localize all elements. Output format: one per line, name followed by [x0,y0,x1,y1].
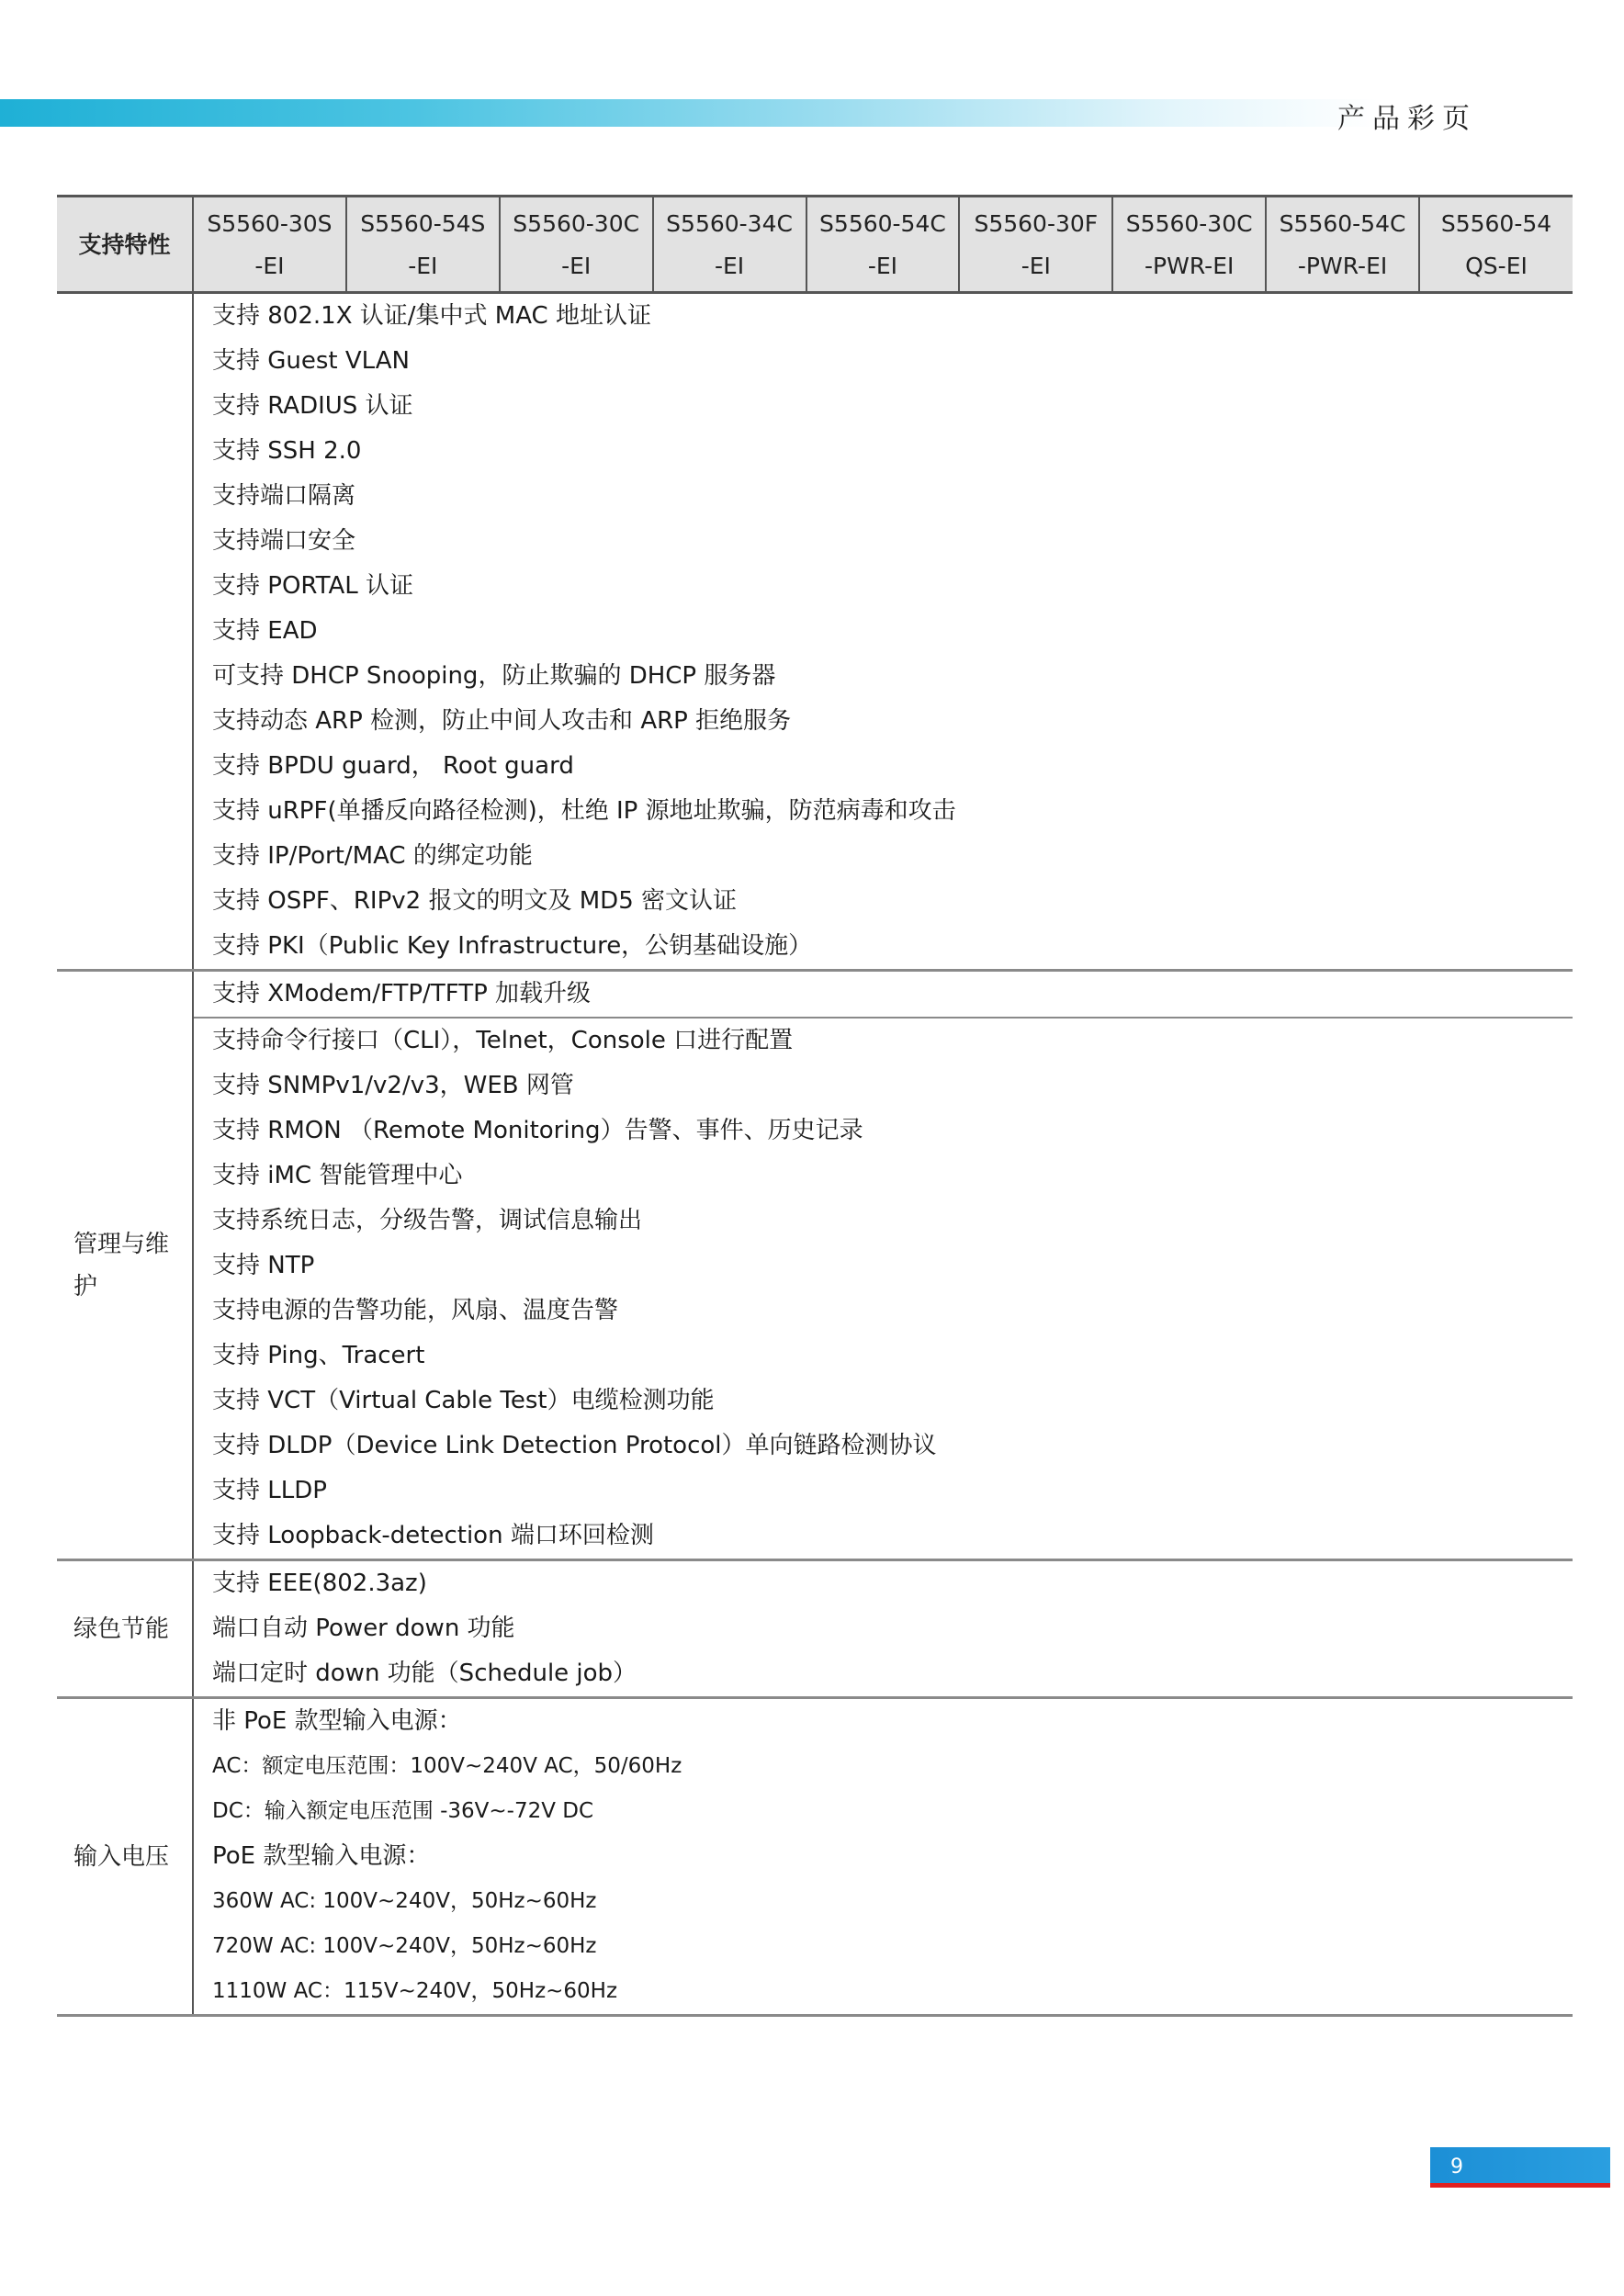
feature-line: 支持 EAD [212,617,318,645]
table-row [57,971,1573,1560]
model-suffix: -PWR-EI [1297,253,1388,279]
feature-line: 支持 RMON （Remote Monitoring）告警、事件、历史记录 [212,1117,863,1144]
category-cell: 管理与维护 [57,971,193,1560]
table-row [57,1698,1573,2016]
feature-line: PoE 款型输入电源： [212,1842,431,1870]
feature-line: 支持 IP/Port/MAC 的绑定功能 [212,842,533,870]
feature-line: 支持动态 ARP 检测，防止中间人攻击和 ARP 拒绝服务 [212,707,792,735]
category-cell: 输入电压 [57,1698,193,2016]
feature-line: 支持系统日志，分级告警，调试信息输出 [212,1207,643,1234]
feature-line: 支持端口隔离 [212,482,356,510]
model-header [806,197,960,293]
model-name: S5560-54S [360,210,486,237]
table-row [57,293,1573,971]
feature-line: 支持 Ping、Tracert [212,1342,425,1369]
feature-line: 支持命令行接口（CLI），Telnet，Console 口进行配置 [212,1027,794,1054]
feature-line: 支持 BPDU guard， Root guard [212,752,574,780]
model-name: S5560-30F [974,210,1099,237]
model-suffix: -PWR-EI [1145,253,1235,279]
feature-line: DC：输入额定电压范围 -36V~-72V DC [212,1799,594,1823]
model-suffix: -EI [1021,253,1051,279]
feature-line: 支持 Guest VLAN [212,347,410,375]
feature-line: 支持 SSH 2.0 [212,437,362,465]
feature-line: 720W AC: 100V~240V，50Hz~60Hz [212,1934,597,1958]
feature-line: 支持 EEE(802.3az) [212,1570,427,1597]
feature-line: 支持 VCT（Virtual Cable Test）电缆检测功能 [212,1387,715,1414]
feature-line: 支持 iMC 智能管理中心 [212,1162,463,1189]
table-row [57,1560,1573,1698]
feature-line: 支持 DLDP（Device Link Detection Protocol）单向链路检测协议 [212,1432,937,1459]
model-header [1112,197,1266,293]
feature-line: 可支持 DHCP Snooping，防止欺骗的 DHCP 服务器 [212,662,776,690]
catalog-title: 产品彩页 [1337,103,1477,135]
model-suffix: -EI [254,253,285,279]
feature-line: 支持 NTP [212,1252,315,1279]
page-number: 9 [1430,2147,1610,2188]
model-suffix: QS-EI [1465,253,1528,279]
feature-line: 1110W AC：115V~240V，50Hz~60Hz [212,1979,618,2003]
feature-line: 支持 PORTAL 认证 [212,572,413,600]
model-name: S5560-30C [513,210,640,237]
feature-line: 支持 SNMPv1/v2/v3，WEB 网管 [212,1072,574,1099]
feature-line: 非 PoE 款型输入电源： [212,1707,462,1735]
model-header [959,197,1112,293]
model-header [193,197,346,293]
feature-header: 支持特性 [57,197,193,293]
model-suffix: -EI [867,253,898,279]
model-header [653,197,806,293]
model-suffix: -EI [714,253,745,279]
model-name: S5560-34C [666,210,793,237]
category-cell: 绿色节能 [57,1560,193,1698]
spec-table [57,195,1573,2017]
model-name: S5560-54C [819,210,946,237]
feature-line: 支持 uRPF(单播反向路径检测)，杜绝 IP 源地址欺骗，防范病毒和攻击 [212,797,956,825]
feature-line: 端口定时 down 功能（Schedule job） [212,1660,637,1687]
category-cell [57,293,193,971]
feature-line: 端口自动 Power down 功能 [212,1615,515,1642]
model-name: S5560-54C [1279,210,1406,237]
feature-list [193,1698,1573,2016]
feature-line: 支持电源的告警功能，风扇、温度告警 [212,1297,619,1324]
model-header [1266,197,1419,293]
model-name: S5560-54 [1440,210,1552,237]
feature-line: 支持 PKI（Public Key Infrastructure，公钥基础设施） [212,932,813,960]
feature-line: 支持 XModem/FTP/TFTP 加载升级 [194,972,1573,1019]
feature-line: 360W AC: 100V~240V，50Hz~60Hz [212,1889,597,1913]
model-suffix: -EI [561,253,592,279]
feature-line: 支持端口安全 [212,527,356,555]
model-suffix: -EI [408,253,438,279]
header-gradient-band [0,99,1378,127]
model-header [500,197,653,293]
model-header [1419,197,1573,293]
feature-line: 支持 802.1X 认证/集中式 MAC 地址认证 [212,302,651,330]
feature-line: 支持 Loopback-detection 端口环回检测 [212,1522,654,1549]
model-header [346,197,500,293]
feature-line: 支持 OSPF、RIPv2 报文的明文及 MD5 密文认证 [212,887,737,915]
model-name: S5560-30C [1125,210,1253,237]
feature-list [193,293,1573,971]
feature-line: 支持 LLDP [212,1477,327,1504]
feature-list [193,971,1573,1560]
model-name: S5560-30S [207,210,333,237]
feature-line: 支持 RADIUS 认证 [212,392,413,420]
feature-list [193,1560,1573,1698]
feature-line: AC：额定电压范围：100V~240V AC，50/60Hz [212,1754,682,1778]
table-header-row [57,197,1573,293]
